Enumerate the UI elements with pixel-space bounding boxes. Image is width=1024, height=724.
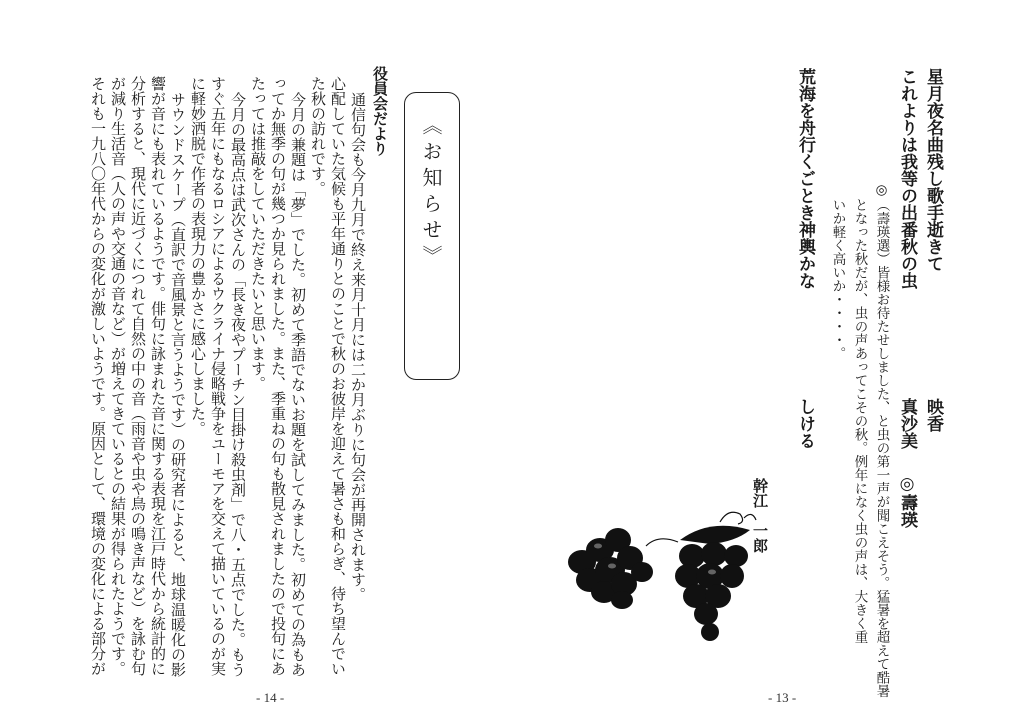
body-line: 通信句会も今月九月で終え来月十月には二か月ぶりに句会が再開されます。: [349, 92, 367, 602]
notice-title: 《お知らせ》: [419, 115, 443, 271]
body-line: た秋の訪れです。: [309, 76, 327, 196]
notice-title-box: [404, 92, 460, 380]
body-line: 響が音にも表れているようです。俳句に詠まれた音に関する表現を江戸時代から統計的に: [149, 76, 167, 676]
body-line: が減り生活音（人の声や交通の音など）が増えてきているとの結果が得られたようです。: [109, 76, 127, 676]
body-line: サウンドスケープ（直訳で音風景と言うようです）の研究者によると、地球温暖化の影: [169, 92, 187, 677]
section-title: 役員会だより: [371, 66, 389, 156]
body-line: それも一九八〇年代からの変化が激しいようです。原因として、環境の変化による部分が: [89, 76, 107, 676]
body-line: 心配していた気候も平年通りとのことで秋のお彼岸を迎えて暑さも和らぎ、待ち望んでい: [329, 76, 347, 676]
body-line: ってか無季の句が幾つか見られました。また、季重ねの句も散見されましたので投句にあ: [269, 76, 287, 676]
body-line: すぐ五年にもなるロシアによるウクライナ侵略戦争をユーモアを交えて描いているのが実: [209, 76, 227, 676]
body-line: 分析すると、現代に近づくにつれて自然の中の音（雨音や虫や鳥の鳴き声など）を詠む句: [129, 76, 147, 676]
body-line: たっては推敲をしていただきたいと思います。: [249, 76, 267, 391]
page-number-left: - 14 -: [256, 690, 285, 705]
selector-mark: ◎壽瑛: [897, 474, 917, 528]
body-line: に軽妙洒脱で作者の表現力の豊かさに感心しました。: [189, 76, 207, 436]
haiku-author-3: しける: [795, 398, 815, 449]
haiku-verse-3: 荒海を舟行くごとき神輿かな: [795, 68, 815, 289]
body-line: 今月の兼題は「夢」でした。初めて季語でないお題を試してみました。初めての為もあ: [289, 92, 307, 677]
comment-line: となった秋だが、虫の声あってこその秋。例年になく虫の声は、大きく重: [851, 198, 868, 644]
page-number-right: - 13 -: [768, 690, 797, 705]
comment-line: いか軽く高いか・・・・。: [829, 198, 846, 360]
comment-line: ◎（壽瑛選）皆様お待たせしました、と虫の第一声が聞こえそう。猛暑を超えて酷暑: [873, 182, 890, 698]
haiku-verse-2: これよりは我等の出番秋の虫: [897, 68, 917, 289]
body-line: 今月の最高点は武次さんの「長き夜やプーチン目掛け殺虫剤」で八・五点でした。もう: [229, 92, 247, 677]
haiku-verse-1: 星月夜名曲残し歌手逝きて: [923, 68, 943, 272]
grapes-illustration: [560, 500, 760, 654]
haiku-author-1: 映香: [923, 398, 943, 432]
haiku-author-2: 真沙美: [897, 398, 917, 449]
signature: 幹江 一郎: [751, 478, 769, 553]
